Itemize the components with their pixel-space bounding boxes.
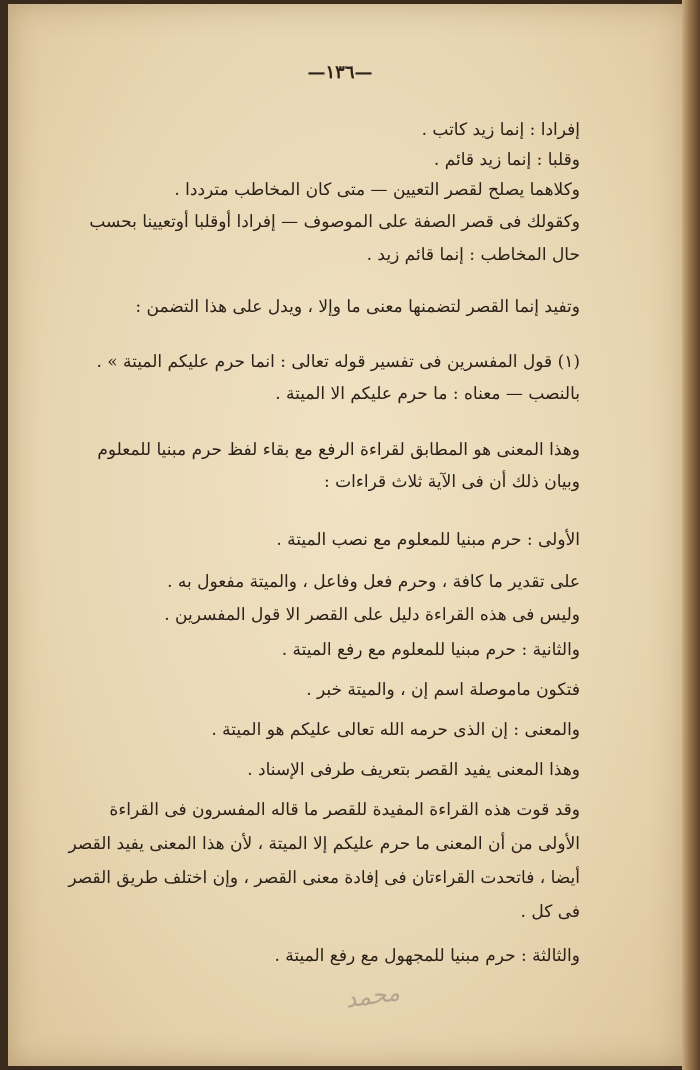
- text-line-7: (١) قول المفسرين فى تفسير قوله تعالى : انما حرم عليكم الميتة » .: [96, 352, 580, 372]
- text-line-2: وقلبا : إنما زيد قائم .: [433, 150, 580, 170]
- page-number: —١٣٦—: [307, 62, 373, 83]
- text-line-19: الأولى من أن المعنى ما حرم عليكم إلا الميتة ، لأن هذا المعنى يفيد القصر: [68, 834, 580, 854]
- book-spine: [682, 0, 700, 1070]
- text-line-4: وكقولك فى قصر الصفة على الموصوف — إفرادا أوقلبا أوتعيينا بحسب: [89, 212, 580, 232]
- text-line-14: والثانية : حرم مبنيا للمعلوم مع رفع الميتة .: [281, 640, 580, 660]
- text-line-13: وليس فى هذه القراءة دليل على القصر الا قول المفسرين .: [164, 605, 580, 625]
- text-line-6: وتفيد إنما القصر لتضمنها معنى ما وإلا ، ويدل على هذا التضمن :: [135, 297, 580, 317]
- text-line-16: والمعنى : إن الذى حرمه الله تعالى عليكم هو الميتة .: [211, 720, 580, 740]
- text-line-5: حال المخاطب : إنما قائم زيد .: [366, 245, 580, 265]
- handwritten-signature: محمد: [343, 978, 402, 1014]
- text-line-17: وهذا المعنى يفيد القصر بتعريف طرفى الإسناد .: [247, 760, 580, 780]
- text-line-1: إفرادا : إنما زيد كاتب .: [421, 120, 580, 140]
- text-line-21: فى كل .: [520, 902, 580, 922]
- text-line-18: وقد قوت هذه القراءة المفيدة للقصر ما قاله المفسرون فى القراءة: [109, 800, 580, 820]
- text-line-15: فتكون ماموصلة اسم إن ، والميتة خبر .: [306, 680, 580, 700]
- text-line-22: والثالثة : حرم مبنيا للمجهول مع رفع الميتة .: [274, 946, 580, 966]
- text-line-10: وبيان ذلك أن فى الآية ثلاث قراءات :: [324, 472, 580, 492]
- text-line-8: بالنصب — معناه : ما حرم عليكم الا الميتة .: [275, 384, 580, 404]
- text-line-3: وكلاهما يصلح لقصر التعيين — متى كان المخاطب مترددا .: [174, 180, 580, 200]
- text-line-11: الأولى : حرم مبنيا للمعلوم مع نصب الميتة .: [276, 530, 580, 550]
- text-line-9: وهذا المعنى هو المطابق لقراءة الرفع مع بقاء لفظ حرم مبنيا للمعلوم: [97, 440, 580, 460]
- text-line-12: على تقدير ما كافة ، وحرم فعل وفاعل ، والميتة مفعول به .: [167, 572, 580, 592]
- text-line-20: أيضا ، فاتحدت القراءتان فى إفادة معنى القصر ، وإن اختلف طريق القصر: [68, 868, 580, 888]
